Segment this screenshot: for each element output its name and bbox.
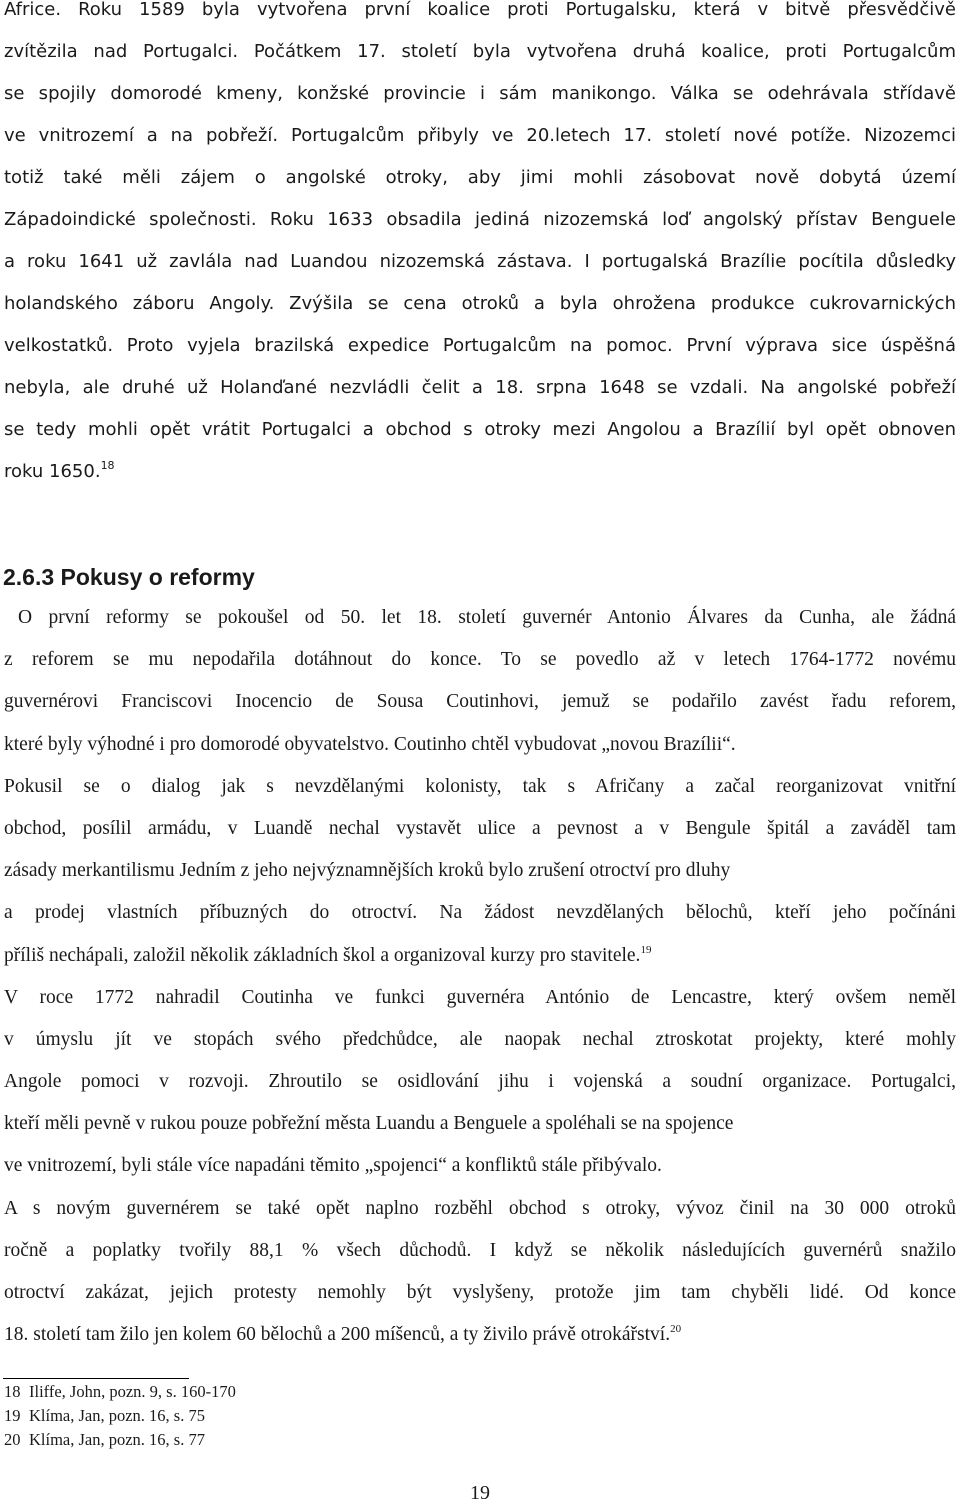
text-line: guvernérovi Franciscovi Inocencio de Sousa Coutinhovi, jemuž se podařilo zavést řadu reforem, [4,691,956,713]
text-line: nebyla, ale druhé už Holanďané nezvládli čelit a 18. srpna 1648 se vzdali. Na angolské pobřeží [4,377,956,398]
text-line [4,1314,956,1356]
footnote-separator [3,1378,189,1379]
footnote-item [4,1380,236,1404]
text-line-end: příliš nechápali, založil několik základních škol a organizoval kurzy pro stavitele. [4,944,641,966]
footnote-number: 20 [4,1430,21,1449]
text-line: totiž také měli zájem o angolské otroky, aby jimi mohli zásobovat nově dobytá území [4,167,956,188]
text-line: Západoindické společnosti. Roku 1633 obsadila jediná nizozemská loď angolský přístav Benguele [4,209,956,230]
text-line: z reforem se mu nepodařila dotáhnout do konce. To se povedlo až v letech 1764-1772 novému [4,649,956,671]
footnote-number: 18 [4,1382,21,1401]
text-line: zásady merkantilismu Jedním z jeho nejvýznamnějších kroků bylo zrušení otroctví pro dluhy [4,860,731,882]
text-line: O první reformy se pokoušel od 50. let 18. století guvernér Antonio Álvares da Cunha, ale žádná [18,607,956,628]
footnote-item [4,1404,236,1428]
section-heading: 2.6.3 Pokusy o reformy [3,564,255,590]
text-line: otroctví zakázat, jejich protesty nemohly být vyslyšeny, protože jim tam chyběli lidé. Od konce [4,1282,956,1303]
footnote-text: Iliffe, John, pozn. 9, s. 160-170 [29,1382,236,1401]
footnote-text: Klíma, Jan, pozn. 16, s. 77 [29,1430,205,1449]
text-line: Africe. Roku 1589 byla vytvořena první koalice proti Portugalsku, která v bitvě přesvědčivě [4,0,956,20]
footnote-item [4,1428,236,1452]
text-line: a roku 1641 už zavlála nad Luandou nizozemská zástava. I portugalská Brazílie pocítila důsledky [4,251,956,272]
text-line: ročně a poplatky tvořily 88,1 % všech důchodů. I když se několik následujících guvernérů snažilo [4,1239,956,1261]
text-line: Pokusil se o dialog jak s nevzdělanými kolonisty, tak s Afričany a začal reorganizovat vnitřní [4,775,956,797]
footnotes-list [4,1380,236,1452]
text-line: velkostatků. Proto vyjela brazilská expedice Portugalcům na pomoc. První výprava sice úspěšná [4,335,956,356]
text-line [4,451,956,493]
text-line-end: 18. století tam žilo jen kolem 60 bělochů a 200 míšenců, a ty živilo právě otrokářství. [4,1324,671,1346]
text-line: ve vnitrozemí, byli stále více napadáni těmito „spojenci“ a konfliktů stále přibývalo. [4,1155,662,1177]
text-line: se spojily domorodé kmeny, konžské provincie i sám manikongo. Válka se odehrávala střídavě [4,83,956,104]
text-line: které byly výhodné i pro domorodé obyvatelstvo. Coutinho chtěl vybudovat „novou Brazílii“. [4,733,736,755]
paragraph-portuguese-wars [4,0,956,493]
footnote-reference[interactable]: 19 [640,943,652,956]
text-line: zvítězila nad Portugalci. Počátkem 17. století byla vytvořena druhá koalice, proti Portugalcům [4,41,956,62]
paragraph-reforms [4,597,956,1356]
footnote-text: Klíma, Jan, pozn. 16, s. 75 [29,1406,205,1425]
text-line: ve vnitrozemí a na pobřeží. Portugalcům přibyly ve 20.letech 17. století nové potíže. Nizozemci [4,125,956,146]
text-line: kteří měli pevně v rukou pouze pobřežní města Luandu a Benguele a spoléhali se na spojence [4,1113,734,1135]
text-line [4,935,956,977]
text-line: A s novým guvernérem se také opět naplno rozběhl obchod s otroky, vývoz činil na 30 000 otroků [4,1197,956,1219]
text-line: se tedy mohli opět vrátit Portugalci a obchod s otroky mezi Angolou a Brazílií byl opět obnoven [4,419,956,440]
footnote-reference[interactable]: 18 [100,459,115,472]
text-line: obchod, posílil armádu, v Luandě nechal vystavět ulice a pevnost a v Bengule špitál a zaváděl tam [4,817,956,839]
text-line: a prodej vlastních příbuzných do otroctví. Na žádost nevzdělaných bělochů, kteří jeho počínáni [4,902,956,924]
text-line-end: roku 1650. [4,461,101,482]
page-number: 19 [470,1482,490,1504]
footnote-number: 19 [4,1406,21,1425]
text-line: V roce 1772 nahradil Coutinha ve funkci guvernéra António de Lencastre, který ovšem neměl [4,986,956,1008]
text-line: Angole pomoci v rozvoji. Zhroutilo se osidlování jihu i vojenská a soudní organizace. Portugalci, [4,1071,956,1093]
text-line: v úmyslu jít ve stopách svého předchůdce, ale naopak nechal ztroskotat projekty, které mohly [4,1028,956,1050]
text-line: holandského záboru Angoly. Zvýšila se cena otroků a byla ohrožena produkce cukrovarnických [4,293,956,314]
footnote-reference[interactable]: 20 [670,1323,682,1336]
